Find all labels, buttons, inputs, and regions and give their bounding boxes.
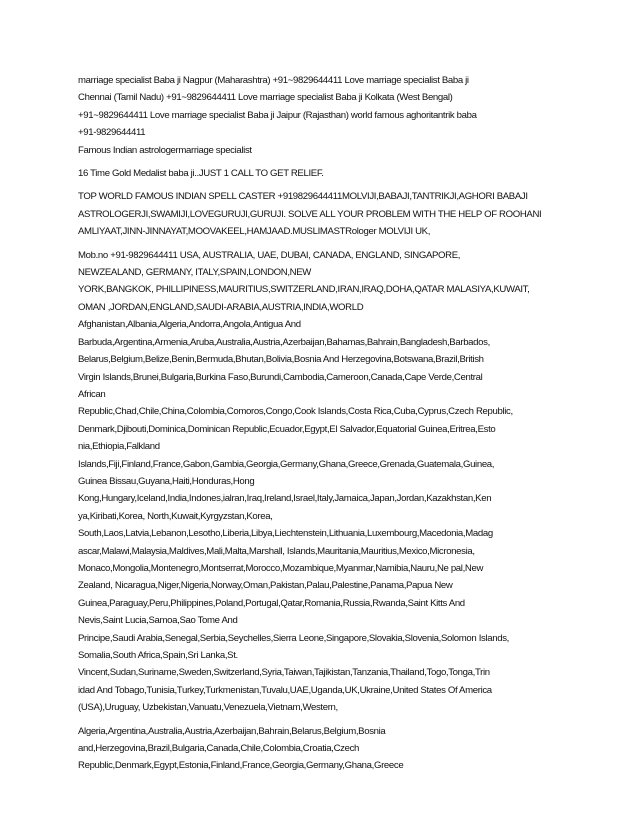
paragraph-gold-medalist xyxy=(78,165,566,182)
text-line: +91~9829644411 Love marriage specialist Baba ji Jaipur (Rajasthan) world famous aghoritantrik baba xyxy=(78,109,477,121)
text-line: idad And Tobago,Tunisia,Turkey,Turkmenistan,Tuvalu,UAE,Uganda,UK,Ukraine,United States Of America xyxy=(78,684,492,696)
text-line: Barbuda,Argentina,Armenia,Aruba,Australia,Austria,Azerbaijan,Bahamas,Bahrain,Bangladesh,Barbados, xyxy=(78,336,490,348)
text-line: Famous Indian astrologermarriage specialist xyxy=(78,144,252,156)
text-line: nia,Ethiopia,Falkland xyxy=(78,441,160,453)
text-line: Algeria,Argentina,Australia,Austria,Azerbaijan,Bahrain,Belarus,Belgium,Bosnia xyxy=(78,725,386,737)
text-line: Islands,Fiji,Finland,France,Gabon,Gambia,Georgia,Germany,Ghana,Greece,Grenada,Guatemala,Guinea, xyxy=(78,458,495,470)
text-line: AMLIYAAT,JINN-JINNAYAT,MOOVAKEEL,HAMJAAD.MUSLIMASTRologer MOLVIJI UK, xyxy=(78,226,431,238)
text-line: Principe,Saudi Arabia,Senegal,Serbia,Seychelles,Sierra Leone,Singapore,Slovakia,Slovenia,Solomon Islands, xyxy=(78,632,509,644)
text-line: Afghanistan,Albania,Algeria,Andorra,Angola,Antigua And xyxy=(78,319,301,331)
text-line: Kong,Hungary,Iceland,India,Indones,ialran,Iraq,Ireland,Israel,Italy,Jamaica,Japan,Jordan,Kazakhstan,Ken xyxy=(78,493,492,505)
text-line: (USA),Uruguay, Uzbekistan,Vanuatu,Venezuela,Vietnam,Western, xyxy=(78,702,338,714)
text-line: Belarus,Belgium,Belize,Benin,Bermuda,Bhutan,Bolivia,Bosnia And Herzegovina,Botswana,Brazil,British xyxy=(78,354,484,366)
text-line: South,Laos,Latvia,Lebanon,Lesotho,Liberia,Libya,Liechtenstein,Lithuania,Luxembourg,Macedonia,Madag xyxy=(78,528,493,540)
text-line: Vincent,Sudan,Suriname,Sweden,Switzerland,Syria,Taiwan,Tajikistan,Tanzania,Thailand,Togo,Tonga,Trin xyxy=(78,667,490,679)
text-line: +91-9829644411 xyxy=(78,127,146,139)
text-line: Nevis,Saint Lucia,Samoa,Sao Tome And xyxy=(78,615,238,627)
paragraph-countries-2 xyxy=(78,723,566,775)
document-page xyxy=(78,72,566,781)
text-line: 16 Time Gold Medalist baba ji..JUST 1 CALL TO GET RELIEF. xyxy=(78,168,324,180)
text-line: Guinea Bissau,Guyana,Haiti,Honduras,Hong xyxy=(78,475,255,487)
text-line: Republic,Chad,Chile,China,Colombia,Comoros,Congo,Cook Islands,Costa Rica,Cuba,Cyprus,Czech Republic, xyxy=(78,406,513,418)
text-line: YORK,BANGKOK, PHILLIPINESS,MAURITIUS,SWITZERLAND,IRAN,IRAQ,DOHA,QATAR MALASIYA,KUWAIT, xyxy=(78,284,530,296)
text-line: marriage specialist Baba ji Nagpur (Maharashtra) +91~9829644411 Love marriage specialist Baba ji xyxy=(78,75,469,86)
text-line: Mob.no +91-9829644411 USA, AUSTRALIA, UAE, DUBAI, CANADA, ENGLAND, SINGAPORE, xyxy=(78,249,461,261)
text-line: Zealand, Nicaragua,Niger,Nigeria,Norway,Oman,Pakistan,Palau,Palestine,Panama,Papua New xyxy=(78,580,453,592)
text-line: Virgin Islands,Brunei,Bulgaria,Burkina Faso,Burundi,Cambodia,Cameroon,Canada,Cape Verde,Central xyxy=(78,371,483,383)
text-line: ASTROLOGERJI,SWAMIJI,LOVEGURUJI,GURUJI. SOLVE ALL YOUR PROBLEM WITH THE HELP OF ROOHANI xyxy=(78,208,542,220)
text-line: and,Herzegovina,Brazil,Bulgaria,Canada,Chile,Colombia,Croatia,Czech xyxy=(78,743,360,755)
text-line: TOP WORLD FAMOUS INDIAN SPELL CASTER +919829644411MOLVIJI,BABAJI,TANTRIKJI,AGHORI BABAJI xyxy=(78,191,528,203)
text-line: NEWZEALAND, GERMANY, ITALY,SPAIN,LONDON,NEW xyxy=(78,267,312,279)
text-line: OMAN ,JORDAN,ENGLAND,SAUDI-ARABIA,AUSTRIA,INDIA,WORLD xyxy=(78,301,364,313)
text-line: Denmark,Djibouti,Dominica,Dominican Republic,Ecuador,Egypt,El Salvador,Equatorial Guinea,Eritrea,Esto xyxy=(78,423,496,435)
paragraph-countries xyxy=(78,247,566,717)
text-line: ascar,Malawi,Malaysia,Maldives,Mali,Malta,Marshall, Islands,Mauritania,Mauritius,Mexico,Micronesia, xyxy=(78,545,475,557)
text-line: Somalia,South Africa,Spain,Sri Lanka,St. xyxy=(78,650,238,661)
paragraph-top-world xyxy=(78,188,566,240)
text-line: Monaco,Mongolia,Montenegro,Montserrat,Morocco,Mozambique,Myanmar,Namibia,Nauru,Ne pal,New xyxy=(78,562,484,574)
text-line: Guinea,Paraguay,Peru,Philippines,Poland,Portugal,Qatar,Romania,Russia,Rwanda,Saint Kitts And xyxy=(78,597,465,609)
text-line: Chennai (Tamil Nadu) +91~9829644411 Love marriage specialist Baba ji Kolkata (West Bengal) xyxy=(78,92,453,104)
text-line: African xyxy=(78,388,106,400)
text-line: Republic,Denmark,Egypt,Estonia,Finland,France,Georgia,Germany,Ghana,Greece xyxy=(78,760,404,772)
text-line: ya,Kiribati,Korea, North,Kuwait,Kyrgyzstan,Korea, xyxy=(78,510,273,522)
paragraph-intro xyxy=(78,72,566,159)
